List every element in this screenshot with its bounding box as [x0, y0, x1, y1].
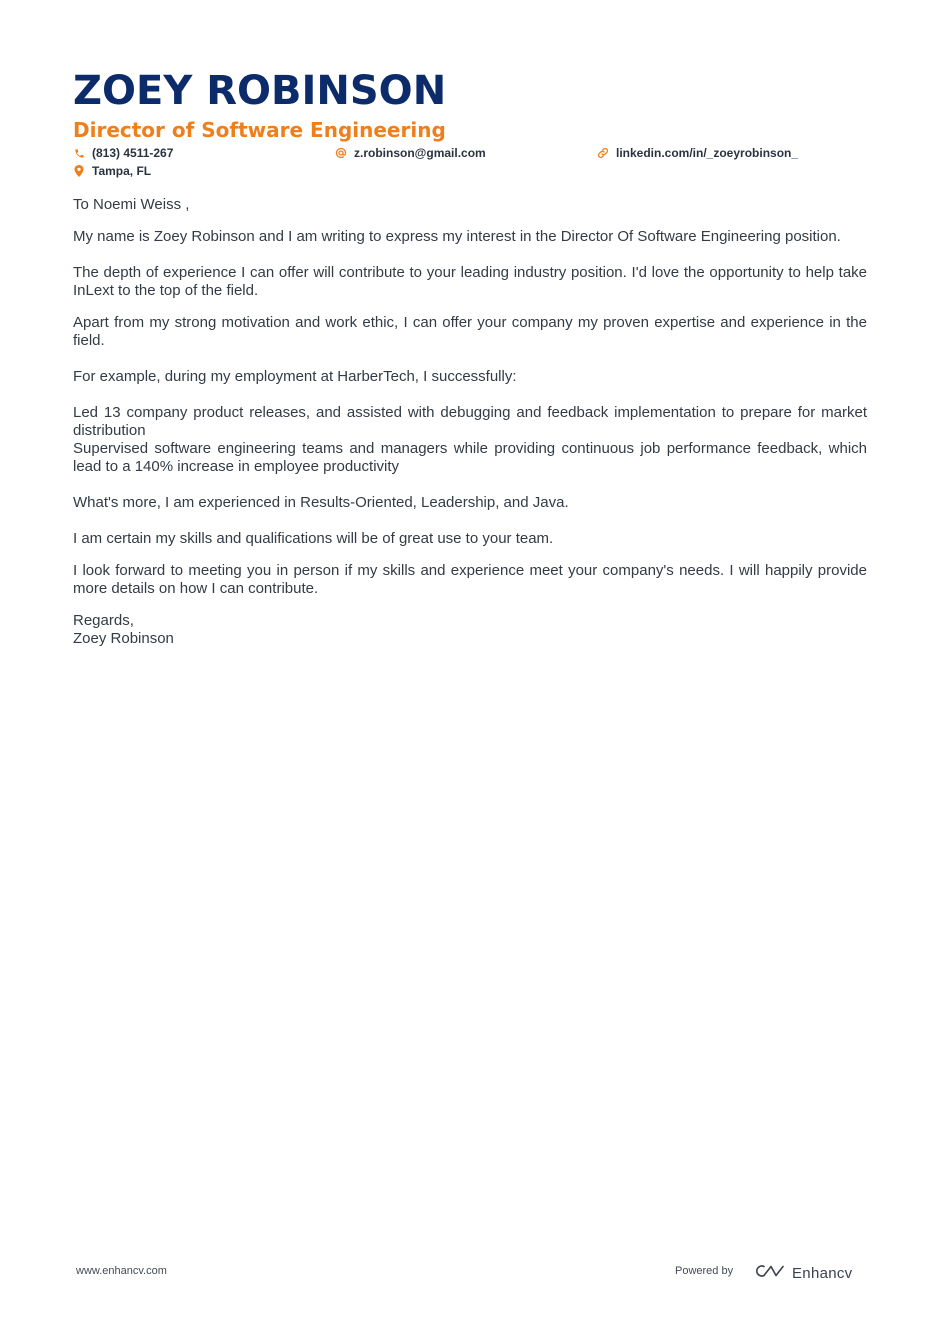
letter-paragraph: I look forward to meeting you in person if my skills and experience meet your company's needs. I will happily provide more details on how I can contribute. [73, 562, 867, 597]
letter-body [73, 196, 867, 648]
achievement-item: Supervised software engineering teams and managers while providing continuous job performance feedback, which lead to a 140% increase in employee productivity [73, 440, 867, 475]
achievement-list [73, 404, 867, 476]
letter-paragraph: I am certain my skills and qualifications will be of great use to your team. [73, 530, 554, 547]
letter-signature: Zoey Robinson [73, 630, 174, 647]
link-icon [597, 147, 609, 159]
contact-linkedin[interactable] [597, 145, 798, 161]
letter-paragraph: The depth of experience I can offer will contribute to your leading industry position. I'd love the opportunity to help take InLext to the top of the field. [73, 264, 867, 299]
cover-letter [73, 68, 867, 648]
letter-closing: Regards, [73, 612, 134, 629]
letter-paragraph: For example, during my employment at HarberTech, I successfully: [73, 368, 517, 385]
brand-name: Enhancv [792, 1265, 853, 1282]
contact-location [73, 163, 151, 179]
contact-info [73, 144, 867, 180]
phone-text: (813) 4511-267 [92, 146, 174, 160]
email-text[interactable]: z.robinson@gmail.com [354, 146, 486, 160]
enhancv-brand[interactable] [754, 1263, 852, 1284]
contact-phone [73, 145, 173, 161]
page-footer [76, 1263, 856, 1283]
contact-email[interactable] [335, 145, 486, 161]
enhancv-logo-icon [754, 1263, 786, 1284]
candidate-title: Director of Software Engineering [73, 118, 446, 142]
linkedin-text[interactable]: linkedin.com/in/_zoeyrobinson_ [616, 146, 799, 160]
letter-greeting: To Noemi Weiss , [73, 196, 190, 213]
location-text: Tampa, FL [92, 164, 152, 178]
footer-url[interactable]: www.enhancv.com [76, 1265, 167, 1277]
powered-by-label: Powered by [675, 1265, 734, 1277]
letter-paragraph: My name is Zoey Robinson and I am writing to express my interest in the Director Of Software Engineering position. [73, 228, 841, 245]
letter-paragraph: Apart from my strong motivation and work ethic, I can offer your company my proven expertise and experience in the field. [73, 314, 867, 349]
at-icon [335, 147, 347, 159]
candidate-name: ZOEY ROBINSON [73, 68, 447, 114]
achievement-item: Led 13 company product releases, and assisted with debugging and feedback implementation to prepare for market distribution [73, 404, 867, 439]
letter-paragraph: What's more, I am experienced in Results-Oriented, Leadership, and Java. [73, 494, 569, 511]
phone-icon [73, 147, 85, 159]
location-pin-icon [73, 165, 85, 177]
